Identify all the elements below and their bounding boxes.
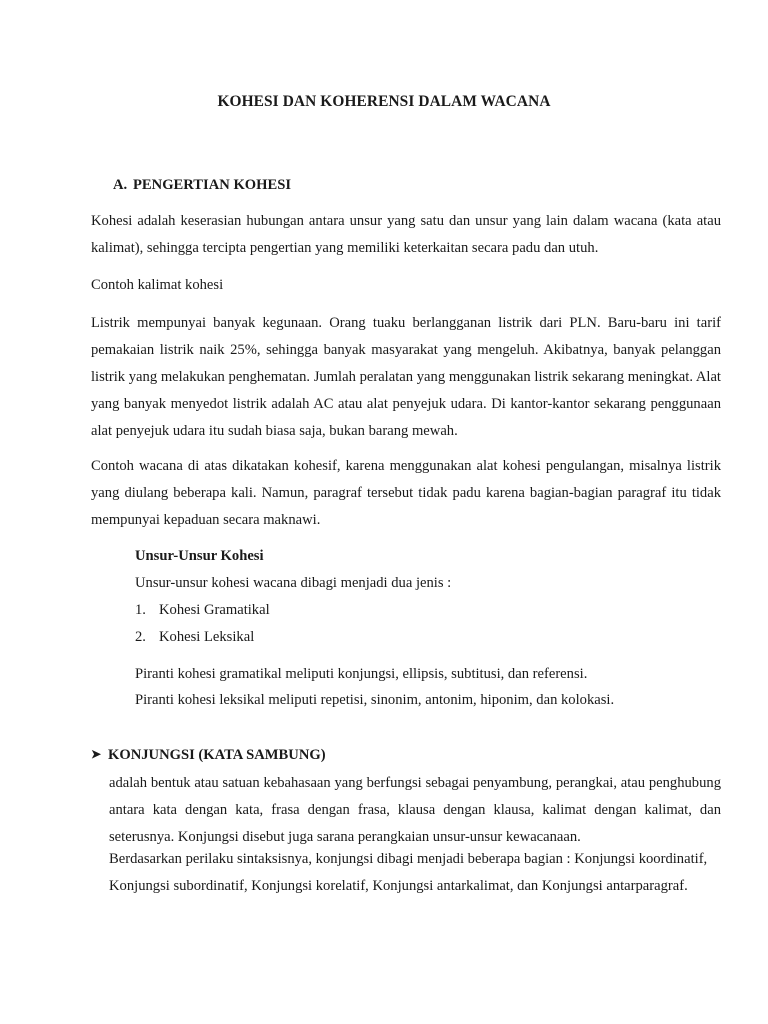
explanation-paragraph: Contoh wacana di atas dikatakan kohesif, karena menggunakan alat kohesi pengulangan, misalnya listrik yang diulang beberapa kali. Namun, paragraf tersebut tidak padu karena bagian-bagian paragraf itu tidak mempunyai kepaduan secara maknawi. xyxy=(91,458,721,528)
list-item xyxy=(135,629,254,646)
example-label: Contoh kalimat kohesi xyxy=(91,277,224,293)
example-paragraph: Listrik mempunyai banyak kegunaan. Orang tuaku berlangganan listrik dari PLN. Baru-baru ini tarif pemakaian listrik naik 25%, sehingga banyak masyarakat yang mengeluh. Akibatnya, banyak pelanggan listrik yang melakukan penghematan. Jumlah peralatan yang menggunakan listrik sekarang meningkat. Alat yang banyak menyedot listrik adalah AC atau alat penyejuk udara. Di kantor-kantor sekarang penggunaan alat penyejuk udara itu sudah biasa saja, bukan barang mewah. xyxy=(91,315,721,439)
konjungsi-classification-line: Konjungsi subordinatif, Konjungsi korelatif, Konjungsi antarkalimat, dan Konjungsi antarparagraf. xyxy=(109,878,688,894)
section-heading-text: PENGERTIAN KOHESI xyxy=(133,177,292,193)
list-item-label: Kohesi Gramatikal xyxy=(159,602,270,618)
definition-paragraph: Kohesi adalah keserasian hubungan antara unsur yang satu dan unsur yang lain dalam wacana (kata atau kalimat), sehingga tercipta pengertian yang memiliki keterkaitan secara padu dan utuh. xyxy=(91,213,721,256)
piranti-gramatikal: Piranti kohesi gramatikal meliputi konjungsi, ellipsis, subtitusi, dan referensi. xyxy=(135,666,588,682)
section-heading-a xyxy=(113,177,291,194)
piranti-leksikal: Piranti kohesi leksikal meliputi repetisi, sinonim, antonim, hiponim, dan kolokasi. xyxy=(135,692,615,708)
konjungsi-definition: adalah bentuk atau satuan kebahasaan yang berfungsi sebagai penyambung, perangkai, atau penghubung antara kata dengan kata, frasa dengan frasa, klausa dengan klausa, kalimat dengan kalimat, dan seterusnya. Konjungsi disebut juga sarana perangkaian unsur-unsur kewacanaan. xyxy=(109,775,721,845)
list-item-number: 1. xyxy=(135,602,146,618)
list-item-number: 2. xyxy=(135,629,146,645)
konjungsi-heading xyxy=(91,747,326,764)
konjungsi-heading-text: KONJUNGSI (KATA SAMBUNG) xyxy=(108,747,326,763)
unsur-intro: Unsur-unsur kohesi wacana dibagi menjadi dua jenis : xyxy=(135,575,452,591)
list-item-label: Kohesi Leksikal xyxy=(159,629,255,645)
konjungsi-classification-line: Berdasarkan perilaku sintaksisnya, konjungsi dibagi menjadi beberapa bagian : Konjungsi koordinatif, xyxy=(109,851,708,867)
unsur-heading: Unsur-Unsur Kohesi xyxy=(135,548,264,564)
section-marker: A. xyxy=(113,177,128,193)
list-item xyxy=(135,602,270,619)
page-title: KOHESI DAN KOHERENSI DALAM WACANA xyxy=(217,93,551,110)
arrowhead-bullet-icon: ➤ xyxy=(91,747,102,761)
